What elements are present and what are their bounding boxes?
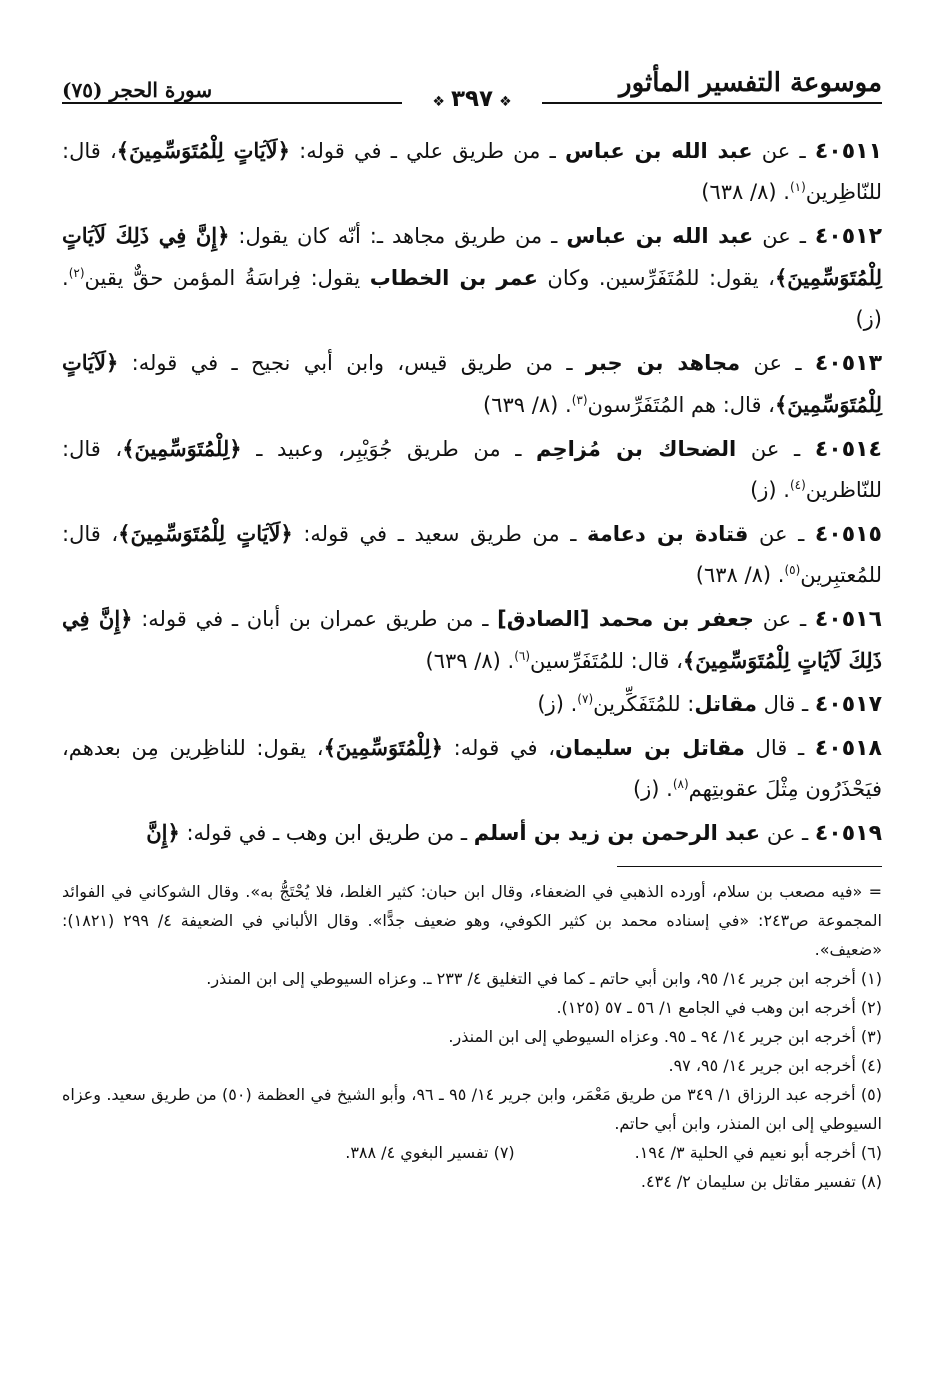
quran-verse: ﴿لَآيَاتٍ لِلْمُتَوَسِّمِينَ﴾ xyxy=(118,521,293,546)
entry-number: ٤٠٥١٧ xyxy=(814,692,882,717)
entry-text: ـ عن xyxy=(740,351,815,375)
narration-entry xyxy=(62,428,882,511)
footnote-8: (٨) تفسير مقاتل بن سليمان ٢/ ٤٣٤. xyxy=(640,1172,882,1191)
reference-tag: (٨/ ٦٣٨) xyxy=(695,563,772,587)
ornament-icon: ❖ xyxy=(432,94,445,110)
entry-text: ـ من طريق ابن وهب ـ في قوله: xyxy=(179,821,474,845)
entry-text: ، يقول: للناظِرين مِن بعدهم، فيَحْذَرُون مِثْلَ عقوبتِهم xyxy=(62,736,882,801)
entry-text: . xyxy=(500,649,515,673)
narration-entry xyxy=(62,342,882,426)
quran-verse: ﴿لِلْمُتَوَسِّمِينَ﴾ xyxy=(122,436,242,461)
entry-text: ، قال: هم المُتَفَرِّسون xyxy=(587,393,775,417)
quran-verse: ﴿إِنَّ فِي ذَلِكَ لَآيَاتٍ لِلْمُتَوَسِّمِينَ﴾ xyxy=(62,606,882,673)
narrator-name: عبد الله بن عباس xyxy=(566,224,754,248)
narration-entry xyxy=(62,727,882,810)
entry-text: . xyxy=(771,563,785,587)
narrator-name: الضحاك بن مُزاحِم xyxy=(536,437,737,461)
entry-text: ـ عن xyxy=(753,224,815,248)
narrator-name: قتادة بن دعامة xyxy=(586,522,749,546)
quran-verse: ﴿إِنَّ xyxy=(146,820,180,845)
narrator-name: مقاتل xyxy=(694,692,757,716)
entry-number: ٤٠٥١٨ xyxy=(814,736,882,761)
entry-text: ، قال: للنّاظِرين xyxy=(62,139,882,204)
entry-text: . xyxy=(776,478,790,502)
narrator-name: مجاهد بن جبر xyxy=(585,351,741,375)
narration-entry xyxy=(62,812,882,854)
entry-text: ـ من طريق قيس، وابن أبي نجيح ـ في قوله: xyxy=(118,351,586,375)
footnote-3: (٣) أخرجه ابن جرير ١٤/ ٩٤ ـ ٩٥. وعزاه السيوطي إلى ابن المنذر. xyxy=(448,1027,882,1046)
quran-verse: ﴿إِنَّ فِي ذَلِكَ لَآيَاتٍ لِلْمُتَوَسِّمِينَ﴾ xyxy=(62,223,882,290)
surah-title: سورة الحجر (٧٥) xyxy=(62,78,213,102)
reference-tag: (ز) xyxy=(632,777,660,801)
entry-text: ، في قوله: xyxy=(442,736,556,760)
entry-text: ـ قال xyxy=(756,692,815,716)
footnote-continuation: = «فيه مصعب بن سلام، أورده الذهبي في الضعفاء، وقال ابن حبان: كثير الغلط، فلا يُحْتَجُّ به». وقال الشوكاني في الفوائد المجموعة ص٢٤٣: «في إسناده محمد بن كثير الكوفي، وهو ضعيف جدًّا». وقال الألباني في الضعيفة ٤/ ٢٩٩ (١٨٢١): «ضعيف». xyxy=(62,882,882,959)
entry-number: ٤٠٥١٤ xyxy=(814,437,882,462)
narrator-name: مقاتل بن سليمان xyxy=(555,736,745,760)
reference-tag: (٨/ ٦٣٩) xyxy=(425,649,501,673)
footnote-5: (٥) أخرجه عبد الرزاق ١/ ٣٤٩ من طريق مَعْمَر، وابن جرير ١٤/ ٩٥ ـ ٩٦، وأبو الشيخ في العظمة (٥٠) من طريق سعيد. وعزاه السيوطي إلى ابن المنذر، وابن أبي حاتم. xyxy=(62,1085,883,1133)
narration-entry xyxy=(62,130,882,213)
page-header xyxy=(62,64,882,120)
footnote-marker: (٢) xyxy=(68,266,85,280)
entry-text: . xyxy=(563,692,578,716)
narration-entry xyxy=(62,215,882,340)
entry-number: ٤٠٥١١ xyxy=(814,139,882,164)
entry-text: . xyxy=(659,777,673,801)
entry-text: يقول: فِراسَةُ المؤمن حقٌّ يقين xyxy=(84,266,370,290)
narration-entry xyxy=(62,598,882,682)
entry-text: : للمُتَفَكِّرين xyxy=(593,692,695,716)
footnote-marker: (١) xyxy=(789,180,806,194)
reference-tag: (٨/ ٦٣٩) xyxy=(483,393,559,417)
quran-verse: ﴿لِلْمُتَوَسِّمِينَ﴾ xyxy=(323,735,443,760)
entry-text: ، يقول: للمُتَفَرِّسين. وكان xyxy=(537,266,775,290)
entry-text: . xyxy=(776,180,790,204)
book-title: موسوعة التفسير المأثور xyxy=(619,68,882,98)
entries-body xyxy=(62,130,882,854)
ornament-icon: ❖ xyxy=(499,94,512,110)
reference-tag: (٨/ ٦٣٨) xyxy=(701,180,777,204)
page-number: ٣٩٧ xyxy=(450,86,494,112)
entry-text: ـ من طريق سعيد ـ في قوله: xyxy=(292,522,587,546)
footnote-marker: (٦) xyxy=(514,649,531,663)
entry-text: ـ عن xyxy=(760,821,815,845)
footnote-marker: (٥) xyxy=(784,563,801,577)
narrator-name: عبد الله بن عباس xyxy=(565,139,753,163)
footnote-separator xyxy=(617,866,882,867)
footnote-marker: (٣) xyxy=(571,393,588,407)
entry-text: . xyxy=(558,393,572,417)
entry-number: ٤٠٥١٥ xyxy=(814,522,882,547)
entry-text: ـ من طريق علي ـ في قوله: xyxy=(289,139,565,163)
footnote-1: (١) أخرجه ابن جرير ١٤/ ٩٥، وابن أبي حاتم ـ كما في التغليق ٤/ ٢٣٣ ـ. وعزاه السيوطي إلى ابن المنذر. xyxy=(206,969,882,988)
footnote-marker: (٤) xyxy=(789,478,806,492)
narrator-name: عبد الرحمن بن زيد بن أسلم xyxy=(473,821,761,845)
footnote-6: (٦) أخرجه أبو نعيم في الحلية ٣/ ١٩٤. xyxy=(634,1143,882,1162)
entry-text: ـ قال xyxy=(744,736,815,760)
narration-entry xyxy=(62,684,882,725)
entry-text: ، قال: للمُعتبِرين xyxy=(62,522,882,587)
footnote-7: (٧) تفسير البغوي ٤/ ٣٨٨. xyxy=(345,1143,515,1162)
reference-tag: (ز) xyxy=(750,478,777,502)
entry-text: ـ عن xyxy=(752,139,815,163)
footnotes xyxy=(62,877,882,1196)
entry-text: . xyxy=(62,266,69,290)
footnote-marker: (٧) xyxy=(577,692,594,706)
entry-text: ، قال: للمُتَفَرِّسين xyxy=(530,649,683,673)
quran-verse: ﴿لَآيَاتٍ لِلْمُتَوَسِّمِينَ﴾ xyxy=(116,138,290,163)
reference-tag: (ز) xyxy=(537,692,564,716)
quran-verse: ﴿لَآيَاتٍ لِلْمُتَوَسِّمِينَ﴾ xyxy=(62,350,882,417)
entry-number: ٤٠٥١٢ xyxy=(814,224,882,249)
narrator-name: عمر بن الخطاب xyxy=(369,266,538,290)
entry-text: ـ عن xyxy=(736,437,815,461)
footnote-2: (٢) أخرجه ابن وهب في الجامع ١/ ٥٦ ـ ٥٧ (١٢٥). xyxy=(556,998,882,1017)
narration-entry xyxy=(62,513,882,596)
page-number-block xyxy=(62,86,882,112)
entry-text: ـ من طريق جُوَيْبِر، وعبيد ـ xyxy=(241,437,536,461)
entry-text: ـ عن xyxy=(753,607,815,631)
narrator-name: جعفر بن محمد [الصادق] xyxy=(497,607,754,631)
footnote-row-6-7 xyxy=(62,1138,882,1167)
entry-number: ٤٠٥١٦ xyxy=(814,607,882,632)
entry-text: ـ عن xyxy=(748,522,815,546)
footnote-4: (٤) أخرجه ابن جرير ١٤/ ٩٥، ٩٧. xyxy=(668,1056,882,1075)
page xyxy=(62,64,882,1196)
reference-tag: (ز) xyxy=(855,307,882,331)
entry-number: ٤٠٥١٣ xyxy=(814,351,883,376)
entry-text: ـ من طريق مجاهد ـ: أنّه كان يقول: xyxy=(229,224,567,248)
entry-number: ٤٠٥١٩ xyxy=(814,821,882,846)
entry-text: ـ من طريق عمران بن أبان ـ في قوله: xyxy=(132,607,498,631)
footnote-marker: (٨) xyxy=(672,777,689,791)
entry-text: ، قال: للنّاظرين xyxy=(62,437,882,502)
